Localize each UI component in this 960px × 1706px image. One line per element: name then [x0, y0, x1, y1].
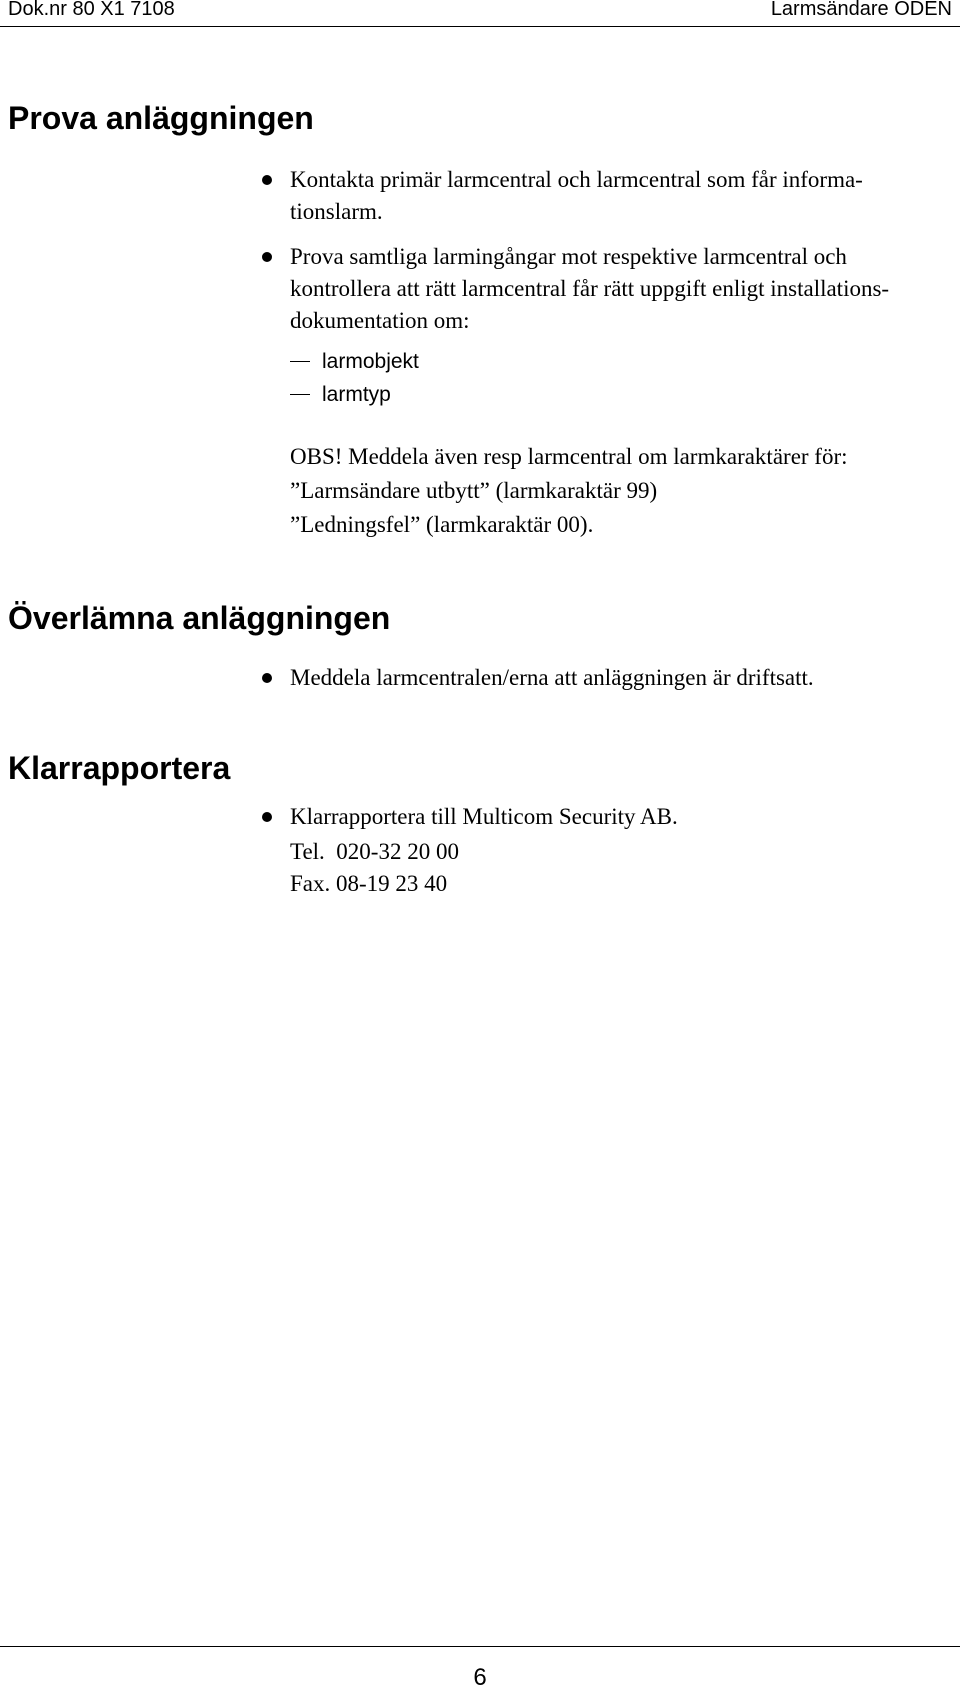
dash-icon	[290, 361, 310, 362]
section-title-report: Klarrapportera	[8, 750, 231, 786]
product-name: Larmsändare ODEN	[770, 0, 952, 20]
bullet-line: dokumentation om:	[290, 308, 470, 333]
note-line: OBS! Meddela även resp larmcentral om larmkaraktärer för:	[290, 444, 848, 469]
header-divider	[0, 26, 960, 27]
section-title-handover: Överlämna anläggningen	[8, 600, 391, 636]
page-number: 6	[473, 1664, 487, 1691]
sub-item-label: larmtyp	[322, 383, 391, 406]
fax-number: Fax. 08-19 23 40	[290, 871, 448, 896]
footer-divider	[0, 1646, 960, 1647]
bullet-line: tionslarm.	[290, 199, 383, 224]
bullet-icon	[262, 673, 272, 683]
bullet-line: Prova samtliga larmingångar mot respektive larmcentral och	[290, 244, 847, 269]
note-line: ”Larmsändare utbytt” (larmkaraktär 99)	[290, 478, 658, 503]
sub-item-label: larmobjekt	[322, 350, 419, 373]
bullet-line: Klarrapportera till Multicom Security AB.	[290, 804, 678, 829]
bullet-icon	[262, 812, 272, 822]
phone-number: Tel. 020-32 20 00	[290, 839, 459, 864]
bullet-line: Meddela larmcentralen/erna att anläggningen är driftsatt.	[290, 665, 814, 690]
bullet-line: Kontakta primär larmcentral och larmcentral som får informa-	[290, 167, 863, 192]
note-line: ”Ledningsfel” (larmkaraktär 00).	[290, 512, 594, 537]
bullet-icon	[262, 252, 272, 262]
page-header	[0, 0, 960, 26]
document-number: Dok.nr 80 X1 7108	[8, 0, 175, 20]
section-title-test: Prova anläggningen	[8, 100, 314, 136]
bullet-line: kontrollera att rätt larmcentral får rätt uppgift enligt installations-	[290, 276, 890, 301]
bullet-icon	[262, 175, 272, 185]
dash-icon	[290, 394, 310, 395]
